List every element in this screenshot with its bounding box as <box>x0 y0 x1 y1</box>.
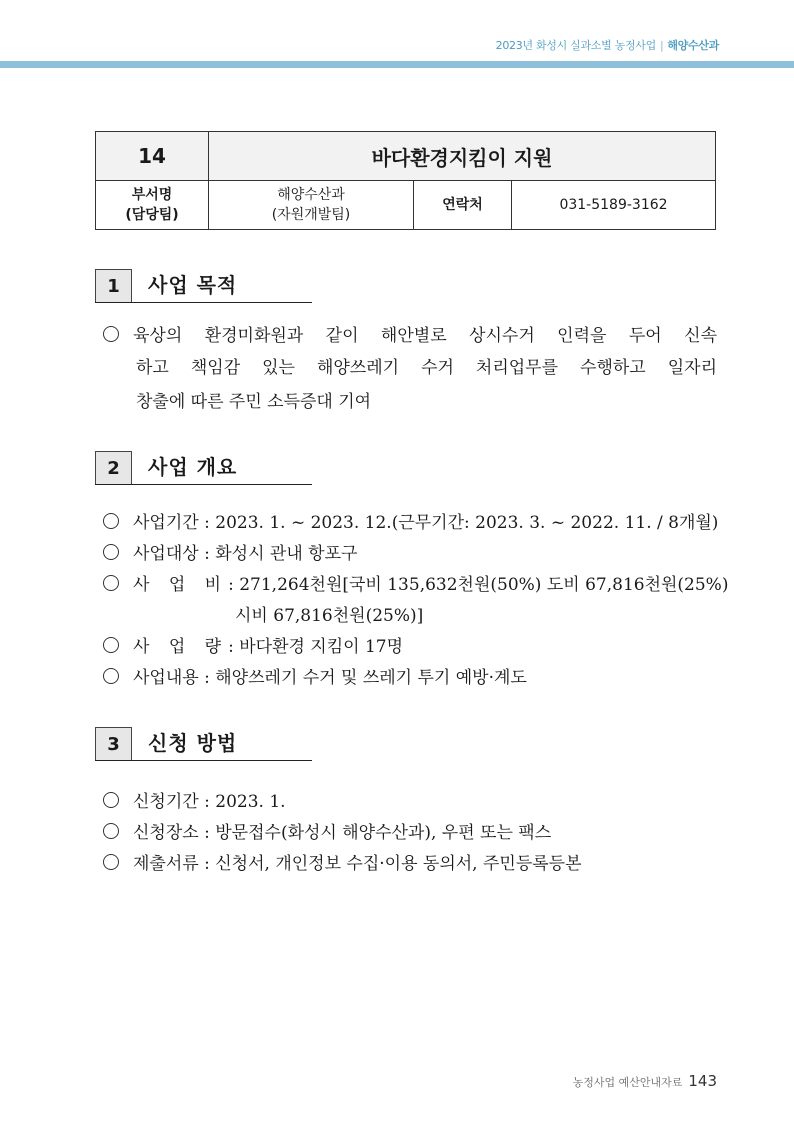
section-title: 사업 개요 <box>148 455 238 479</box>
header-bar <box>0 61 794 68</box>
item-label: 신청장소 <box>133 823 199 843</box>
section-title: 사업 목적 <box>148 273 238 297</box>
item-value: 화성시 관내 항포구 <box>215 544 358 564</box>
item-value: 2023. 1. ~ 2023. 12.(근무기간: 2023. 3. ~ 2022. 11. / 8개월) <box>215 513 719 533</box>
dept-value-line1: 해양수산과 <box>277 187 345 203</box>
item-value: 바다환경 지킴이 17명 <box>239 637 404 657</box>
dept-label-line1: 부서명 <box>131 187 173 203</box>
overview-budget-line2: 시비 67,816천원(25%)] <box>235 606 424 626</box>
contact-value: 031-5189-3162 <box>512 181 716 230</box>
item-label: 사업대상 <box>133 544 199 564</box>
item-label: 사업내용 <box>133 668 199 688</box>
running-header <box>496 37 719 53</box>
overview-target: 사업대상 : 화성시 관내 항포구 <box>103 539 357 564</box>
section-heading-purpose <box>95 269 312 303</box>
table-row <box>96 132 716 181</box>
circle-bullet-icon <box>103 637 119 653</box>
overview-budget: 사 업 비: 271,264천원[국비 135,632천원(50%) 도비 67,816천원(25%) <box>103 570 728 595</box>
item-value: 해양쓰레기 수거 및 쓰레기 투기 예방·계도 <box>215 668 527 688</box>
project-number: 14 <box>96 132 209 181</box>
page-footer <box>573 1072 717 1090</box>
circle-bullet-icon <box>103 326 119 342</box>
contact-label: 연락처 <box>414 181 512 230</box>
section-heading-application <box>95 727 312 761</box>
application-period: 신청기간 : 2023. 1. <box>103 787 286 812</box>
item-value: 신청서, 개인정보 수집·이용 동의서, 주민등록등본 <box>215 854 582 874</box>
section-number: 3 <box>95 727 132 760</box>
item-value: 2023. 1. <box>215 792 286 812</box>
header-separator: | <box>659 39 664 52</box>
project-info-table <box>95 131 716 230</box>
item-value: 271,264천원[국비 135,632천원(50%) 도비 67,816천원(25%) <box>239 575 729 595</box>
application-place: 신청장소 : 방문접수(화성시 해양수산과), 우편 또는 팩스 <box>103 818 551 843</box>
purpose-line-1: 육상의 환경미화원과 같이 해안별로 상시수거 인력을 두어 신속 <box>103 320 717 352</box>
application-documents: 제출서류 : 신청서, 개인정보 수집·이용 동의서, 주민등록등본 <box>103 849 582 874</box>
item-label: 사 업 비 <box>133 575 229 595</box>
project-title: 바다환경지킴이 지원 <box>209 132 716 181</box>
dept-label <box>96 181 209 230</box>
item-label: 사업기간 <box>133 513 199 533</box>
dept-value <box>209 181 414 230</box>
dept-label-line2: (담당팀) <box>125 207 179 223</box>
dept-value-line2: (자원개발팀) <box>271 207 351 223</box>
circle-bullet-icon <box>103 823 119 839</box>
circle-bullet-icon <box>103 544 119 560</box>
header-department: 해양수산과 <box>667 39 719 52</box>
item-value: 방문접수(화성시 해양수산과), 우편 또는 팩스 <box>215 823 552 843</box>
circle-bullet-icon <box>103 792 119 808</box>
section-number: 2 <box>95 451 132 484</box>
table-row <box>96 181 716 230</box>
overview-content: 사업내용 : 해양쓰레기 수거 및 쓰레기 투기 예방·계도 <box>103 663 527 688</box>
purpose-line-3: 창출에 따른 주민 소득증대 기여 <box>136 392 372 412</box>
publication-title: 2023년 화성시 실과소별 농정사업 <box>495 39 656 52</box>
overview-period: 사업기간 : 2023. 1. ~ 2023. 12.(근무기간: 2023. 3. ~ 2022. 11. / 8개월) <box>103 508 718 533</box>
circle-bullet-icon <box>103 854 119 870</box>
section-heading-overview <box>95 451 312 485</box>
item-label: 사 업 량 <box>133 637 229 657</box>
section-title: 신청 방법 <box>148 731 238 755</box>
footer-text: 농정사업 예산안내자료 <box>572 1076 683 1089</box>
circle-bullet-icon <box>103 575 119 591</box>
circle-bullet-icon <box>103 668 119 684</box>
circle-bullet-icon <box>103 513 119 529</box>
item-label: 신청기간 <box>133 792 199 812</box>
overview-volume: 사 업 량: 바다환경 지킴이 17명 <box>103 632 403 657</box>
purpose-line-2: 하고 책임감 있는 해양쓰레기 수거 처리업무를 수행하고 일자리 <box>136 358 717 378</box>
section-number: 1 <box>95 269 132 302</box>
item-label: 제출서류 <box>133 854 199 874</box>
page-number: 143 <box>688 1072 717 1090</box>
